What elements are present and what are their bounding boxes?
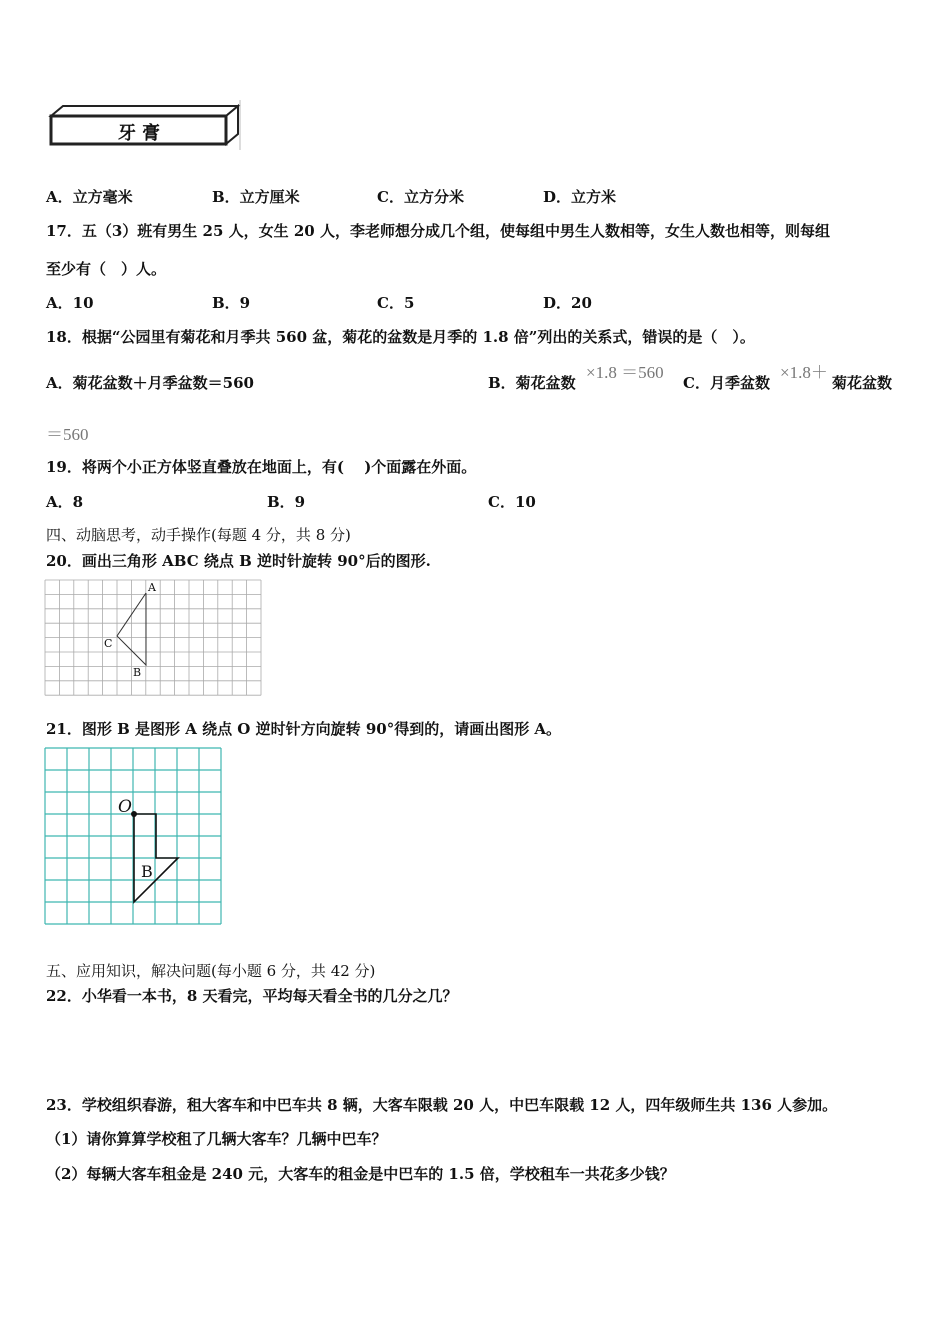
q16-option-d[interactable]: D．立方米 [543, 188, 617, 206]
q23-sub2: （2）每辆大客车租金是 240 元，大客车的租金是中巴车的 1.5 倍，学校租车一共花多少钱？ [46, 1165, 675, 1183]
q18-option-c-formula: ×1.8＋ [780, 363, 828, 382]
q21-grid-figure [45, 748, 223, 926]
section-5-heading: 五、应用知识，解决问题(每小题 6 分，共 42 分) [46, 962, 376, 980]
q23-sub1: （1）请你算算学校租了几辆大客车？几辆中巴车？ [46, 1130, 387, 1148]
q18-option-b[interactable]: B．菊花盆数 [488, 374, 576, 392]
q20-grid-figure [45, 580, 261, 696]
q23-stem: 23．学校组织春游，租大客车和中巴车共 8 辆，大客车限载 20 人，中巴车限载 12 人，四年级师生共 136 人参加。 [46, 1096, 838, 1114]
q21-label-o: O [118, 797, 132, 817]
q18-option-c[interactable]: C．月季盆数 [683, 374, 770, 392]
q17-option-a[interactable]: A．10 [46, 294, 94, 312]
q18-option-a[interactable]: A．菊花盆数＋月季盆数＝560 [46, 374, 254, 392]
q20-stem: 20．画出三角形 ABC 绕点 B 逆时针旋转 90°后的图形. [46, 552, 431, 570]
q18-option-c-end: ＝560 [46, 425, 89, 444]
q18-option-c-tail: 菊花盆数 [832, 374, 893, 392]
q18-stem: 18．根据“公园里有菊花和月季共 560 盆，菊花的盆数是月季的 1.8 倍”列出的关系式，错误的是（ ）。 [46, 328, 755, 346]
q17-stem-line1: 17．五（3）班有男生 25 人，女生 20 人，李老师想分成几个组，使每组中男生人数相等，女生人数也相等，则每组 [46, 222, 830, 240]
q19-option-b[interactable]: B．9 [267, 493, 306, 511]
q22-stem: 22．小华看一本书，8 天看完，平均每天看全书的几分之几？ [46, 987, 458, 1005]
q21-stem: 21．图形 B 是图形 A 绕点 O 逆时针方向旋转 90°得到的，请画出图形 A。 [46, 720, 562, 738]
q20-label-a: A [148, 581, 156, 594]
q21-label-b: B [141, 862, 153, 881]
q19-stem: 19．将两个小正方体竖直叠放在地面上，有( )个面露在外面。 [46, 458, 477, 476]
q16-option-b[interactable]: B．立方厘米 [212, 188, 300, 206]
q17-option-c[interactable]: C．5 [377, 294, 415, 312]
toothpaste-label: 牙膏 [118, 123, 166, 144]
q19-option-a[interactable]: A．8 [46, 493, 84, 511]
q20-label-c: C [104, 637, 113, 650]
q17-stem-line2: 至少有（ ）人。 [46, 260, 167, 278]
q16-option-c[interactable]: C．立方分米 [377, 188, 464, 206]
section-4-heading: 四、动脑思考，动手操作(每题 4 分，共 8 分) [46, 526, 351, 544]
q20-label-b: B [133, 666, 142, 679]
q19-option-c[interactable]: C．10 [488, 493, 536, 511]
q18-option-b-formula: ×1.8 ＝560 [586, 363, 664, 382]
q16-option-a[interactable]: A．立方毫米 [46, 188, 133, 206]
q17-option-d[interactable]: D．20 [543, 294, 592, 312]
q17-option-b[interactable]: B．9 [212, 294, 251, 312]
